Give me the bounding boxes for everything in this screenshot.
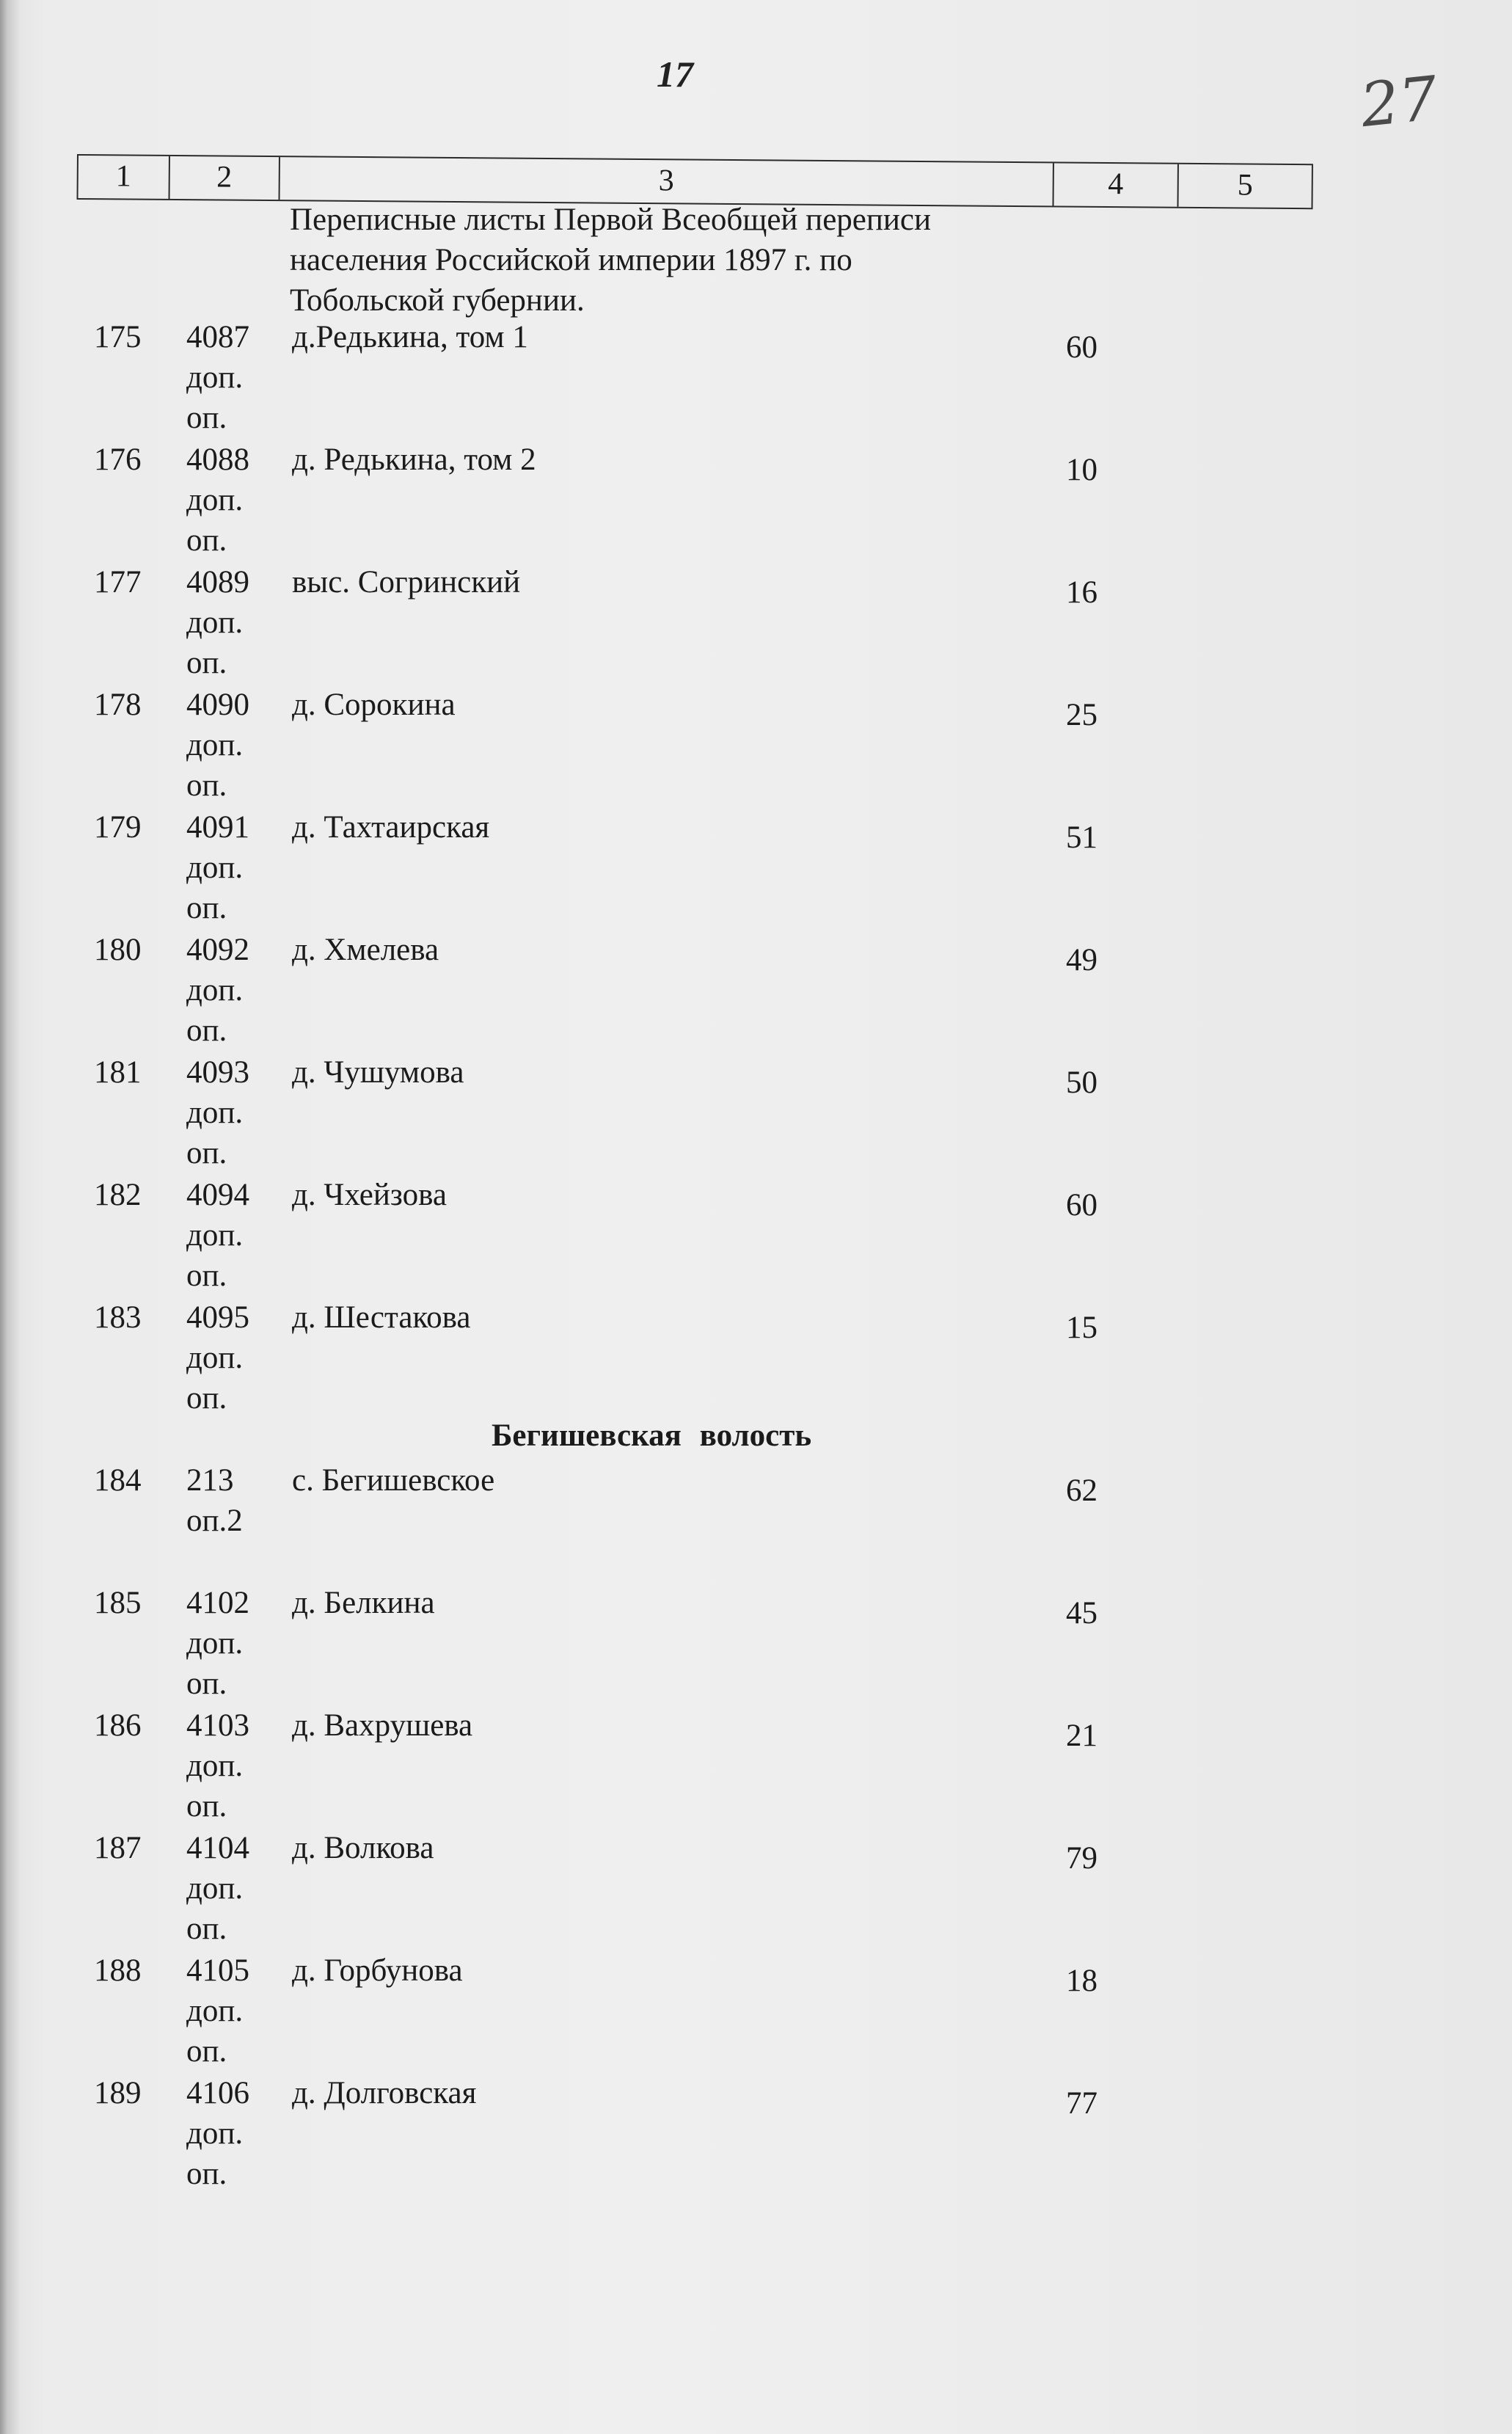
inventory-ref: оп. (186, 2034, 227, 2069)
table-row (0, 317, 1512, 435)
inventory-ref: доп. (186, 360, 244, 395)
table-row (0, 1175, 1512, 1293)
row-number: 179 (94, 810, 142, 845)
sheet-count: 16 (1066, 575, 1098, 610)
row-number: 183 (94, 1300, 142, 1335)
sheet-count: 25 (1066, 698, 1098, 732)
column-header-4: 4 (1053, 163, 1178, 206)
archive-page-number: 27 (1357, 63, 1442, 142)
settlement-name: д. Редькина, том 2 (292, 442, 536, 477)
column-header-5: 5 (1237, 168, 1253, 203)
row-number: 182 (94, 1178, 142, 1212)
row-number: 184 (94, 1463, 142, 1498)
table-row (0, 1297, 1512, 1415)
settlement-name: д. Хмелева (292, 933, 439, 967)
inventory-ref: оп. (186, 1381, 227, 1415)
inventory-ref: доп. (186, 1096, 244, 1130)
sheet-count: 79 (1066, 1841, 1098, 1876)
inventory-ref: оп. (186, 401, 227, 435)
file-code: 4104 (186, 1831, 249, 1865)
section-title-line: населения Российской империи 1897 г. по (290, 243, 852, 277)
sheet-count: 21 (1066, 1719, 1098, 1753)
inventory-ref: доп. (186, 850, 244, 885)
sheet-count: 77 (1066, 2086, 1098, 2121)
inventory-ref: оп. (186, 523, 227, 558)
inventory-ref: оп. (186, 1136, 227, 1170)
sheet-count: 60 (1066, 1188, 1098, 1223)
inventory-ref: оп. (186, 2157, 227, 2191)
column-header-2: 2 (170, 156, 280, 200)
table-row (0, 1705, 1512, 1823)
inventory-ref: оп.2 (186, 1504, 243, 1538)
row-number: 188 (94, 1953, 142, 1988)
table-row (0, 807, 1512, 925)
sheet-count: 49 (1066, 943, 1098, 977)
table-row (0, 930, 1512, 1048)
settlement-name: д. Шестакова (292, 1300, 471, 1335)
sheet-count: 50 (1066, 1065, 1098, 1100)
inventory-ref: оп. (186, 891, 227, 925)
row-number: 177 (94, 565, 142, 600)
table-row (0, 1583, 1512, 1701)
settlement-name: д. Тахтаирская (292, 810, 490, 845)
row-number: 189 (94, 2076, 142, 2110)
inventory-ref: оп. (186, 646, 227, 680)
table-row (0, 1828, 1512, 1946)
settlement-name: с. Бегишевское (292, 1463, 495, 1498)
file-code: 4106 (186, 2076, 249, 2110)
inventory-ref: доп. (186, 2116, 244, 2151)
inventory-ref: доп. (186, 1994, 244, 2028)
settlement-name: д. Белкина (292, 1586, 435, 1620)
settlement-name: выс. Согринский (292, 565, 521, 600)
inventory-ref: доп. (186, 1749, 244, 1783)
sheet-count: 18 (1066, 1964, 1098, 1998)
row-number: 180 (94, 933, 142, 967)
file-code: 4102 (186, 1586, 249, 1620)
sheet-count: 60 (1066, 330, 1098, 365)
inventory-ref: оп. (186, 1666, 227, 1701)
sheet-count: 51 (1066, 820, 1098, 855)
file-code: 4088 (186, 442, 249, 477)
inventory-ref: оп. (186, 768, 227, 803)
inventory-ref: доп. (186, 1626, 244, 1661)
file-code: 4089 (186, 565, 249, 600)
inventory-ref: доп. (186, 728, 244, 762)
row-number: 185 (94, 1586, 142, 1620)
sheet-count: 62 (1066, 1473, 1098, 1508)
row-number: 178 (94, 688, 142, 722)
settlement-name: д. Сорокина (292, 688, 456, 722)
settlement-name: д. Вахрушева (292, 1708, 473, 1743)
file-code: 213 (186, 1463, 234, 1498)
table-row (0, 685, 1512, 803)
inventory-ref: оп. (186, 1789, 227, 1823)
table-row (0, 440, 1512, 558)
page-number: 17 (657, 54, 693, 95)
table-row (0, 2073, 1512, 2191)
inventory-ref: доп. (186, 1871, 244, 1906)
sheet-count: 15 (1066, 1311, 1098, 1345)
group-heading: Бегишевская волость (492, 1418, 812, 1453)
file-code: 4095 (186, 1300, 249, 1335)
row-number: 186 (94, 1708, 142, 1743)
table-row (0, 1950, 1512, 2069)
inventory-ref: доп. (186, 1218, 244, 1253)
file-code: 4087 (186, 320, 249, 354)
row-number: 181 (94, 1055, 142, 1090)
column-header-3: 3 (280, 157, 1054, 205)
file-code: 4093 (186, 1055, 249, 1090)
inventory-ref: доп. (186, 483, 244, 517)
file-code: 4105 (186, 1953, 249, 1988)
sheet-count: 45 (1066, 1596, 1098, 1630)
file-code: 4094 (186, 1178, 249, 1212)
file-code: 4091 (186, 810, 249, 845)
settlement-name: д. Волкова (292, 1831, 434, 1865)
inventory-ref: оп. (186, 1013, 227, 1048)
inventory-ref: доп. (186, 605, 244, 640)
settlement-name: д. Чушумова (292, 1055, 464, 1090)
settlement-name: д. Чхейзова (292, 1178, 447, 1212)
row-number: 187 (94, 1831, 142, 1865)
table-row (0, 562, 1512, 680)
table-row (0, 1052, 1512, 1170)
inventory-ref: доп. (186, 1341, 244, 1375)
settlement-name: д.Редькина, том 1 (292, 320, 528, 354)
table-row (0, 1460, 1512, 1570)
settlement-name: д. Долговская (292, 2076, 477, 2110)
file-code: 4092 (186, 933, 249, 967)
inventory-ref: доп. (186, 973, 244, 1008)
inventory-ref: оп. (186, 1258, 227, 1293)
inventory-ref: оп. (186, 1912, 227, 1946)
section-title-line: Переписные листы Первой Всеобщей переписи (290, 203, 931, 237)
row-number: 175 (94, 320, 142, 354)
column-header-1: 1 (78, 156, 170, 199)
settlement-name: д. Горбунова (292, 1953, 463, 1988)
file-code: 4103 (186, 1708, 249, 1743)
file-code: 4090 (186, 688, 249, 722)
sheet-count: 10 (1066, 453, 1098, 487)
section-title-line: Тобольской губернии. (290, 283, 585, 318)
row-number: 176 (94, 442, 142, 477)
section-title (290, 200, 1023, 321)
